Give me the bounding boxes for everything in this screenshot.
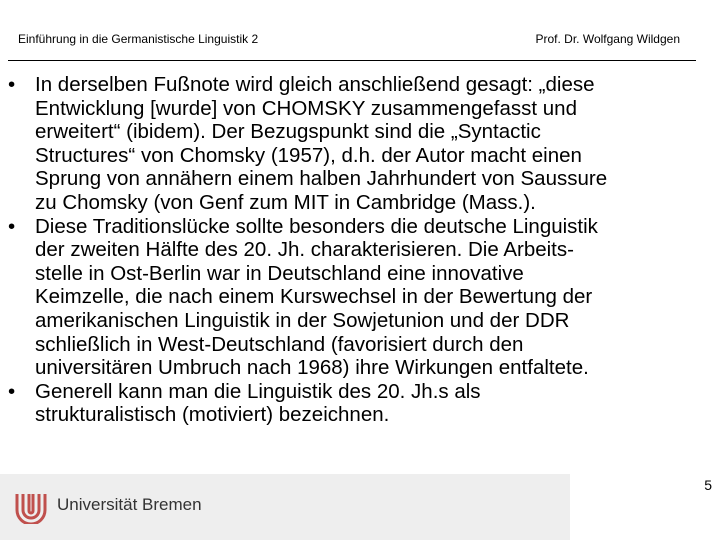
bullet-marker: •: [8, 214, 16, 238]
bullet-item: [8, 73, 708, 215]
bullet-line: stelle in Ost-Berlin war in Deutschland eine innovative: [35, 261, 524, 285]
bullet-line: zu Chomsky (von Genf zum MIT in Cambridge (Mass.).: [35, 190, 536, 214]
bullet-list: [8, 73, 708, 427]
bullet-line: universitären Umbruch nach 1968) ihre Wirkungen entfaltete.: [35, 356, 589, 380]
page-number: 5: [704, 477, 712, 493]
bullet-line: Entwicklung [wurde] von CHOMSKY zusammengefasst und: [35, 96, 577, 120]
bullet-line: strukturalistisch (motiviert) bezeichnen.: [35, 403, 390, 427]
bullet-line: amerikanischen Linguistik in der Sowjetunion und der DDR: [35, 308, 570, 332]
bullet-line: erweitert“ (ibidem). Der Bezugspunkt sind die „Syntactic: [35, 120, 541, 144]
bullet-marker: •: [8, 379, 16, 403]
bullet-line: In derselben Fußnote wird gleich anschließend gesagt: „diese: [35, 73, 595, 96]
bullet-line: Keimzelle, die nach einem Kurswechsel in der Bewertung der: [35, 285, 593, 309]
bullet-line: schließlich in West-Deutschland (favorisiert durch den: [35, 332, 524, 356]
university-name: Universität Bremen: [57, 495, 202, 514]
bullet-line: Sprung von annähern einem halben Jahrhundert von Saussure: [35, 167, 608, 191]
bullet-item: [8, 380, 708, 427]
bullet-line: Generell kann man die Linguistik des 20. Jh.s als: [35, 379, 481, 403]
course-title: Einführung in die Germanistische Linguistik 2: [18, 32, 259, 46]
slide-header: [0, 0, 720, 60]
slide-content: [8, 73, 708, 427]
university-logo-icon: [14, 490, 48, 524]
footer-page-area: [570, 474, 720, 540]
bullet-marker: •: [8, 73, 16, 96]
author-name: Prof. Dr. Wolfgang Wildgen: [535, 32, 680, 46]
bullet-line: Structures“ von Chomsky (1957), d.h. der Autor macht einen: [35, 143, 582, 167]
bullet-line: Diese Traditionslücke sollte besonders die deutsche Linguistik: [35, 214, 598, 238]
header-divider: [8, 60, 696, 61]
bullet-item: [8, 215, 708, 380]
bullet-line: der zweiten Hälfte des 20. Jh. charakterisieren. Die Arbeits-: [35, 238, 574, 262]
